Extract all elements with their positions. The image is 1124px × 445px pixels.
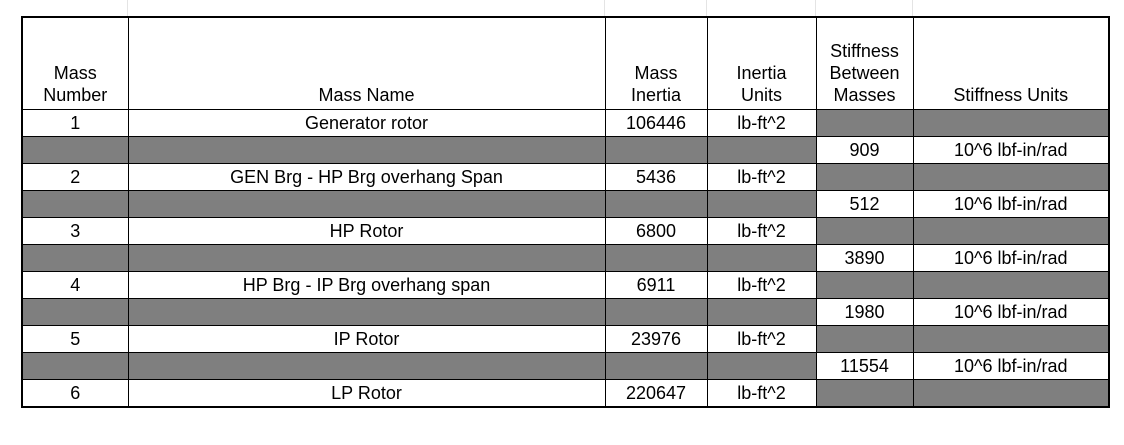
stiffness-units-cell: 10^6 lbf-in/rad bbox=[913, 353, 1109, 380]
mass-name-cell: GEN Brg - HP Brg overhang Span bbox=[128, 164, 605, 191]
stiffness-units-cell: 10^6 lbf-in/rad bbox=[913, 137, 1109, 164]
shaded-cell bbox=[128, 245, 605, 272]
header-text: Inertia bbox=[736, 63, 787, 83]
shaded-cell bbox=[913, 218, 1109, 245]
gridline bbox=[127, 0, 128, 16]
mass-name-cell: HP Brg - IP Brg overhang span bbox=[128, 272, 605, 299]
shaded-cell bbox=[816, 326, 913, 353]
shaded-cell bbox=[816, 164, 913, 191]
shaded-cell bbox=[707, 353, 816, 380]
mass-inertia-cell: 5436 bbox=[605, 164, 707, 191]
mass-row bbox=[22, 380, 1109, 408]
mass-row bbox=[22, 110, 1109, 137]
mass-number-cell: 1 bbox=[22, 110, 128, 137]
stiffness-row bbox=[22, 137, 1109, 164]
mass-inertia-cell: 6911 bbox=[605, 272, 707, 299]
shaded-cell bbox=[605, 137, 707, 164]
gridline bbox=[912, 0, 913, 16]
mass-row bbox=[22, 218, 1109, 245]
mass-name-cell: LP Rotor bbox=[128, 380, 605, 408]
mass-inertia-cell: 106446 bbox=[605, 110, 707, 137]
header-text: Inertia bbox=[630, 85, 682, 105]
mass-row bbox=[22, 272, 1109, 299]
shaded-cell bbox=[605, 191, 707, 218]
header-text: Mass Name bbox=[318, 85, 415, 105]
header-text: Masses bbox=[833, 85, 896, 105]
shaded-cell bbox=[707, 299, 816, 326]
shaded-cell bbox=[22, 191, 128, 218]
mass-row bbox=[22, 164, 1109, 191]
header-row bbox=[22, 17, 1109, 110]
stiffness-row bbox=[22, 191, 1109, 218]
shaded-cell bbox=[707, 137, 816, 164]
header-text: Stiffness bbox=[830, 41, 899, 61]
shaded-cell bbox=[128, 299, 605, 326]
shaded-cell bbox=[816, 272, 913, 299]
mass-inertia-cell: 220647 bbox=[605, 380, 707, 408]
shaded-cell bbox=[605, 245, 707, 272]
shaded-cell bbox=[22, 353, 128, 380]
shaded-cell bbox=[128, 137, 605, 164]
header-mass-inertia bbox=[605, 17, 707, 110]
header-text: Mass bbox=[634, 63, 678, 83]
mass-number-cell: 3 bbox=[22, 218, 128, 245]
inertia-units-cell: lb-ft^2 bbox=[707, 110, 816, 137]
stiffness-units-cell: 10^6 lbf-in/rad bbox=[913, 191, 1109, 218]
inertia-units-cell: lb-ft^2 bbox=[707, 218, 816, 245]
stiffness-units-cell: 10^6 lbf-in/rad bbox=[913, 245, 1109, 272]
shaded-cell bbox=[605, 299, 707, 326]
gridline bbox=[604, 0, 605, 16]
inertia-units-cell: lb-ft^2 bbox=[707, 164, 816, 191]
stiffness-row bbox=[22, 353, 1109, 380]
mass-number-cell: 4 bbox=[22, 272, 128, 299]
mass-row bbox=[22, 326, 1109, 353]
header-inertia-units bbox=[707, 17, 816, 110]
header-text: Units bbox=[740, 85, 782, 105]
stiffness-value-cell: 11554 bbox=[816, 353, 913, 380]
mass-number-cell: 6 bbox=[22, 380, 128, 408]
header-stiffness-units bbox=[913, 17, 1109, 110]
gridline bbox=[815, 0, 816, 16]
stiffness-units-cell: 10^6 lbf-in/rad bbox=[913, 299, 1109, 326]
shaded-cell bbox=[128, 353, 605, 380]
header-text: Between bbox=[829, 63, 900, 83]
shaded-cell bbox=[707, 245, 816, 272]
stiffness-value-cell: 909 bbox=[816, 137, 913, 164]
shaded-cell bbox=[913, 164, 1109, 191]
inertia-units-cell: lb-ft^2 bbox=[707, 380, 816, 408]
header-mass-number bbox=[22, 17, 128, 110]
header-text: Number bbox=[43, 85, 108, 105]
shaded-cell bbox=[22, 299, 128, 326]
shaded-cell bbox=[816, 110, 913, 137]
shaded-cell bbox=[605, 353, 707, 380]
stiffness-value-cell: 3890 bbox=[816, 245, 913, 272]
stiffness-value-cell: 512 bbox=[816, 191, 913, 218]
mass-number-cell: 2 bbox=[22, 164, 128, 191]
header-text: Mass bbox=[53, 63, 97, 83]
shaded-cell bbox=[707, 191, 816, 218]
shaded-cell bbox=[913, 326, 1109, 353]
mass-name-cell: HP Rotor bbox=[128, 218, 605, 245]
inertia-units-cell: lb-ft^2 bbox=[707, 272, 816, 299]
shaded-cell bbox=[913, 380, 1109, 408]
mass-inertia-cell: 6800 bbox=[605, 218, 707, 245]
mass-stiffness-table bbox=[21, 16, 1110, 408]
inertia-units-cell: lb-ft^2 bbox=[707, 326, 816, 353]
stiffness-value-cell: 1980 bbox=[816, 299, 913, 326]
stiffness-row bbox=[22, 299, 1109, 326]
shaded-cell bbox=[128, 191, 605, 218]
gridline bbox=[706, 0, 707, 16]
shaded-cell bbox=[22, 245, 128, 272]
shaded-cell bbox=[22, 137, 128, 164]
shaded-cell bbox=[913, 272, 1109, 299]
header-mass-name bbox=[128, 17, 605, 110]
shaded-cell bbox=[816, 380, 913, 408]
mass-name-cell: IP Rotor bbox=[128, 326, 605, 353]
mass-number-cell: 5 bbox=[22, 326, 128, 353]
header-stiffness-between-masses bbox=[816, 17, 913, 110]
mass-name-cell: Generator rotor bbox=[128, 110, 605, 137]
stiffness-row bbox=[22, 245, 1109, 272]
mass-inertia-cell: 23976 bbox=[605, 326, 707, 353]
shaded-cell bbox=[816, 218, 913, 245]
shaded-cell bbox=[913, 110, 1109, 137]
header-text: Stiffness Units bbox=[953, 85, 1069, 105]
